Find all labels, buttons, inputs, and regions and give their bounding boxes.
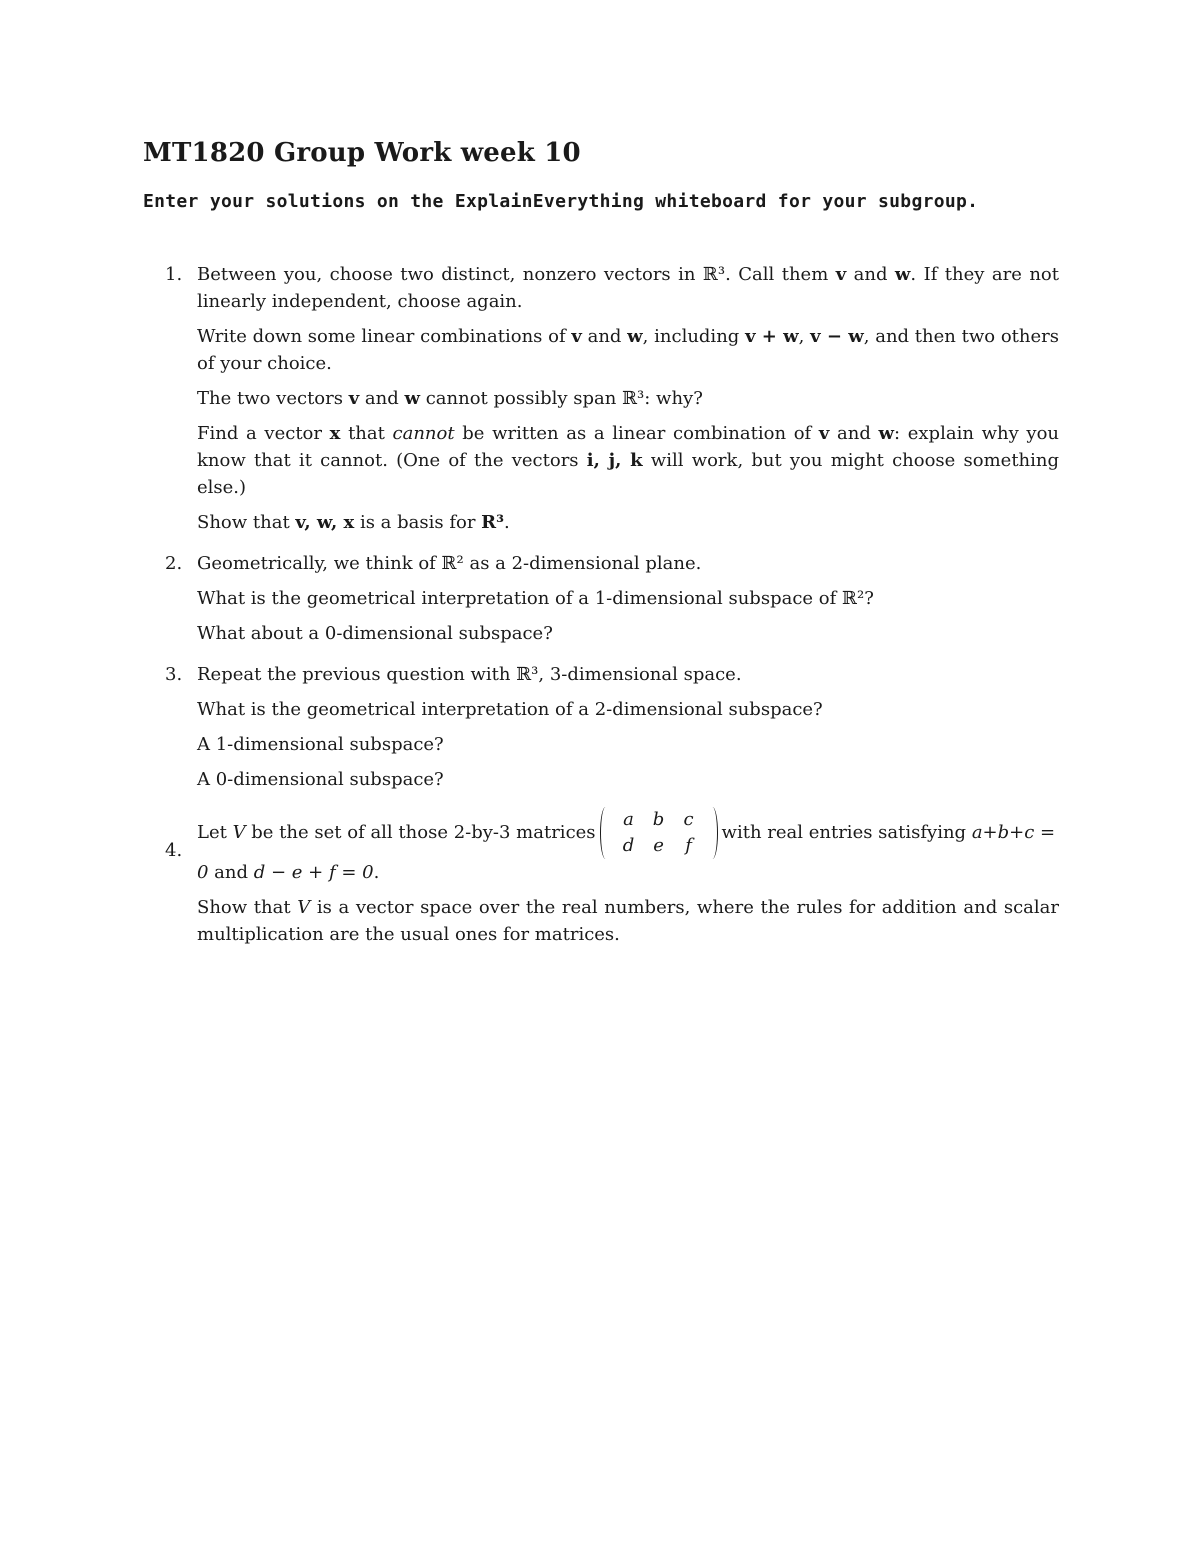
q2-paragraph-1: Geometrically, we think of ℝ² as a 2-dimensional plane.: [197, 553, 702, 574]
q2-paragraph-2: What is the geometrical interpretation of a 1-dimensional subspace of ℝ²?: [197, 588, 874, 609]
question-number: 1.: [165, 264, 183, 285]
question-3: [143, 661, 1059, 793]
q3-paragraph-4: A 0-dimensional subspace?: [197, 769, 444, 790]
q1-paragraph-5: Show that v, w, x is a basis for R³.: [197, 512, 510, 533]
page-title: MT1820 Group Work week 10: [143, 138, 581, 168]
q3-paragraph-1: Repeat the previous question with ℝ³, 3-dimensional space.: [197, 664, 742, 685]
matrix-entry: b: [652, 809, 665, 830]
question-number: 3.: [165, 664, 183, 685]
q2-paragraph-3: What about a 0-dimensional subspace?: [197, 623, 553, 644]
q4-paragraph-1: Let V be the set of all those 2-by-3 matrices a b c d e f with real entries satisfying a+b+c = 0 and d − e + f = 0.: [197, 809, 1056, 883]
q1-paragraph-2: Write down some linear combinations of v and w, including v + w, v − w, and then two others of your choice.: [197, 326, 1059, 374]
document-page: [143, 136, 1059, 962]
q1-paragraph-1: Between you, choose two distinct, nonzero vectors in ℝ³. Call them v and w. If they are not linearly independent, choose again.: [197, 264, 1059, 312]
matrix-2x3: [600, 807, 718, 859]
question-4: [143, 807, 1059, 948]
question-2: [143, 550, 1059, 647]
matrix-entry: f: [685, 835, 692, 856]
q1-paragraph-4: Find a vector x that cannot be written as a linear combination of v and w: explain why you know that it cannot. (One of the vectors i, j, k will work, but you might choose something else.): [197, 423, 1060, 498]
q3-paragraph-3: A 1-dimensional subspace?: [197, 734, 444, 755]
question-number: 2.: [165, 553, 183, 574]
question-1: [143, 261, 1059, 536]
question-number: 4.: [165, 840, 183, 861]
q4-paragraph-2: Show that V is a vector space over the real numbers, where the rules for addition and scalar multiplication are the usual ones for matrices.: [197, 897, 1060, 945]
q3-paragraph-2: What is the geometrical interpretation of a 2-dimensional subspace?: [197, 699, 823, 720]
q1-paragraph-3: The two vectors v and w cannot possibly span ℝ³: why?: [197, 388, 703, 409]
intro-instruction: Enter your solutions on the ExplainEverything whiteboard for your subgroup.: [143, 191, 979, 212]
matrix-entry: e: [653, 835, 664, 856]
matrix-entry: d: [622, 835, 635, 856]
matrix-entry: c: [683, 809, 694, 830]
matrix-entry: a: [623, 809, 634, 830]
